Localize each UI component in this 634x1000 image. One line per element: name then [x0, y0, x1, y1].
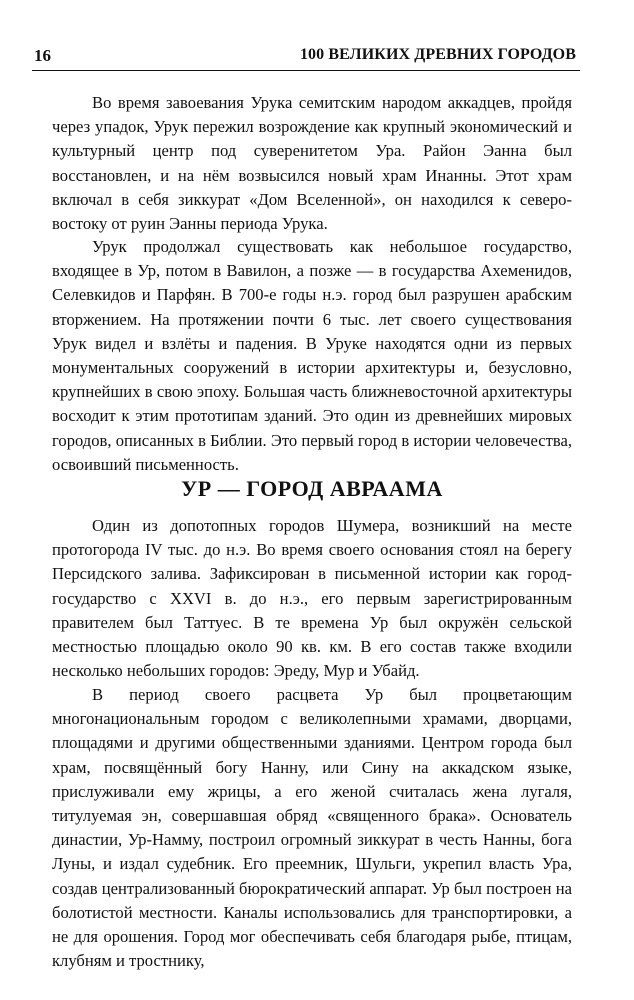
- page-header: [32, 42, 580, 71]
- page-number: 16: [34, 46, 51, 65]
- paragraph: Во время завоевания Урука семитским народом аккадцев, пройдя через упадок, Урук пережил возрождение как крупный экономический и культурный центр под суверенитетом Ура. Район Эанна был восстановлен, и на нём возвысился новый храм Инанны. Этот храм включал в себя зиккурат «Дом Вселенной», он находился к северо-востоку от руин Эанны периода Урука.: [52, 93, 572, 234]
- paragraph: Один из допотопных городов Шумера, возникший на месте протогорода IV тыс. до н.э. Во время своего основания стоял на берегу Персидского залива. Зафиксирован в письменной истории как город-государство с XXVI в. до н.э., его первым зарегистрированным правителем был Таттуес. В те времена Ур был окружён сельской местностью площадью около 90 кв. км. В его состав также входили несколько небольших городов: Эреду, Мур и Убайд.: [52, 516, 572, 681]
- paragraph: В период своего расцвета Ур был процветающим многонациональным городом с великолепными храмами, дворцами, площадями и другими общественными зданиями. Центром города был храм, посвящённый богу Нанну, или Сину на аккадском языке, прислуживали ему жрицы, а его женой считалась жена лугаля, титулуемая эн, совершавшая обряд «священного брака». Основатель династии, Ур-Намму, построил огромный зиккурат в честь Нанны, бога Луны, и издал судебник. Его преемник, Шульги, укрепил власть Ура, создав централизованный бюрократический аппарат. Ур был построен на болотистой местности. Каналы использовались для транспортировки, а не для орошения. Город мог обеспечивать себя благодаря рыбе, птицам, клубням и тростнику,: [52, 685, 572, 971]
- paragraph: Урук продолжал существовать как небольшое государство, входящее в Ур, потом в Вавилон, а позже — в государства Ахеменидов, Селевкидов и Парфян. В 700-е годы н.э. город был разрушен арабским вторжением. На протяжении почти 6 тыс. лет своего существования Урук видел и взлёты и падения. В Уруке находятся одни из первых монументальных сооружений в истории архитектуры и, безусловно, крупнейших в свою эпоху. Большая часть ближневосточной архитектуры восходит к этим прототипам зданий. Это один из древнейших мировых городов, описанных в Библии. Это первый город в истории человечества, освоивший письменность.: [52, 237, 572, 474]
- section-heading: УР — ГОРОД АВРААМА: [181, 476, 443, 501]
- running-title: 100 ВЕЛИКИХ ДРЕВНИХ ГОРОДОВ: [299, 46, 576, 63]
